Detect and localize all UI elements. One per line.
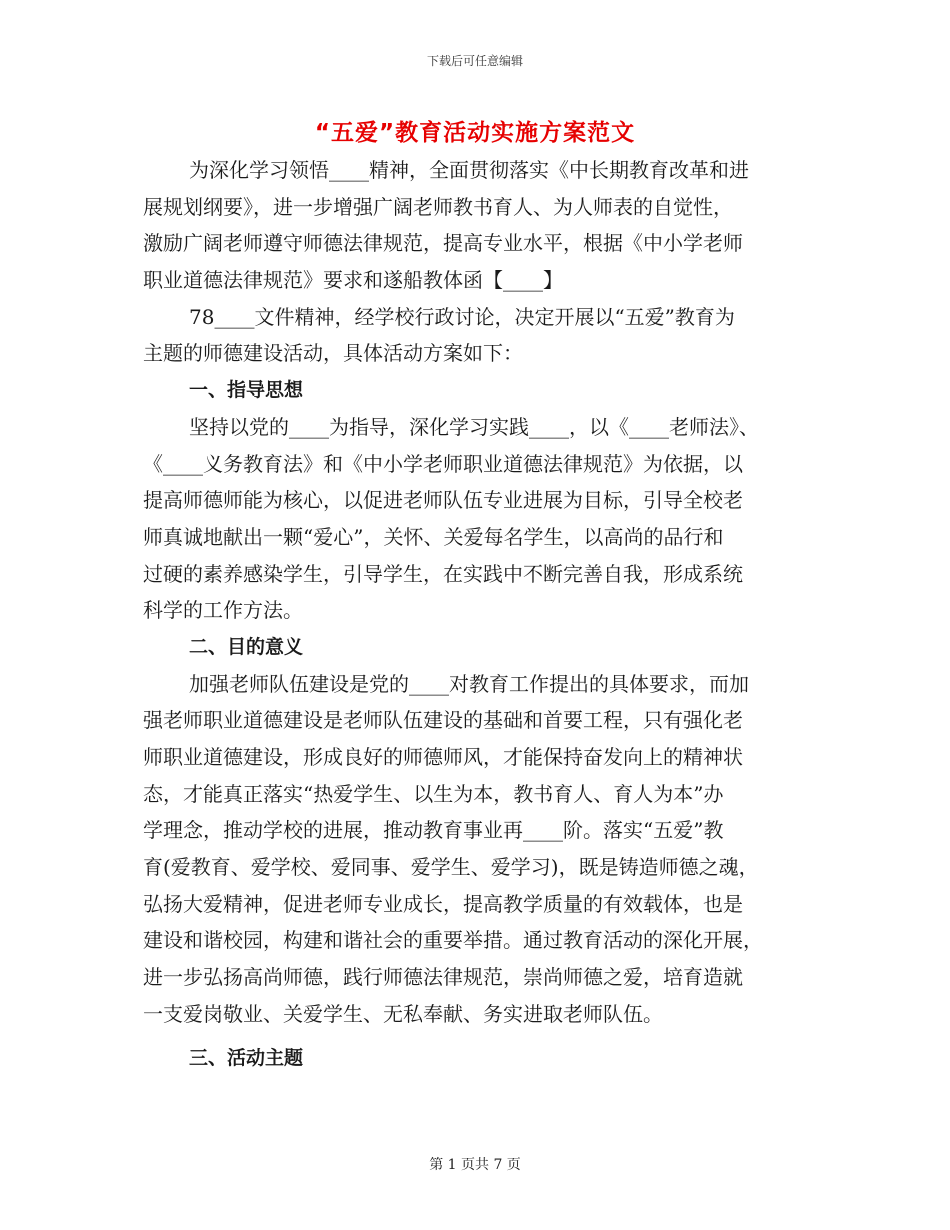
header-note: 下载后可任意编辑 — [426, 54, 523, 68]
section-heading: 二、目的意义 — [189, 635, 304, 658]
paragraph-line: 主题的师德建设活动，具体活动方案如下： — [143, 341, 523, 366]
paragraph-line: 展规划纲要》，进一步增强广阔老师教书育人、为人师表的自觉性， — [143, 194, 733, 219]
section-heading: 三、活动主题 — [189, 1046, 304, 1069]
paragraph-line: 学理念，推动学校的进展，推动教育事业再____阶。落实“五爱”教 — [143, 818, 724, 843]
paragraph-line: 提高师德师能为核心，以促进老师队伍专业进展为目标，引导全校老 — [143, 488, 743, 513]
paragraph-line: 激励广阔老师遵守师德法律规范，提高专业水平，根据《中小学老师 — [143, 231, 743, 256]
paragraph-line: 一支爱岗敬业、关爱学生、无私奉献、务实进取老师队伍。 — [143, 1001, 663, 1026]
paragraph-line: 育(爱教育、爱学校、爱同事、爱学生、爱学习)，既是铸造师德之魂， — [143, 855, 759, 880]
paragraph-line: 职业道德法律规范》要求和遂船教体函【____】 — [143, 268, 563, 293]
paragraph-line: 《____义务教育法》和《中小学老师职业道德法律规范》为依据，以 — [143, 451, 743, 476]
section-heading: 一、指导思想 — [189, 379, 304, 402]
paragraph-line: 师真诚地献出一颗“爱心”，关怀、关爱每名学生，以高尚的品行和 — [143, 524, 724, 549]
paragraph-line: 师职业道德建设，形成良好的师德师风，才能保持奋发向上的精神状 — [143, 745, 743, 769]
paragraph-line: 科学的工作方法。 — [143, 598, 303, 623]
paragraph-line: 强老师职业道德建设是老师队伍建设的基础和首要工程，只有强化老 — [143, 708, 743, 733]
paragraph-line: 78____文件精神，经学校行政讨论，决定开展以“五爱”教育为 — [189, 304, 735, 329]
document-title: “五爱”教育活动实施方案范文 — [314, 120, 636, 146]
paragraph-line: 进一步弘扬高尚师德，践行师德法律规范，崇尚师德之爱，培育造就 — [143, 965, 743, 990]
paragraph-line: 为深化学习领悟____精神，全面贯彻落实《中长期教育改革和进 — [189, 158, 749, 182]
document-body — [143, 152, 807, 1077]
paragraph-line: 加强老师队伍建设是党的____对教育工作提出的具体要求，而加 — [189, 671, 749, 696]
paragraph-line: 态，才能真正落实“热爱学生、以生为本，教书育人、育人为本”办 — [143, 781, 724, 806]
paragraph-line: 弘扬大爱精神，促进老师专业成长，提高教学质量的有效载体，也是 — [143, 891, 743, 916]
paragraph-line: 坚持以党的____为指导，深化学习实践____，以《____老师法》、 — [189, 414, 759, 439]
paragraph-line: 过硬的素养感染学生，引导学生，在实践中不断完善自我，形成系统 — [143, 561, 743, 586]
paragraph-line: 建设和谐校园，构建和谐社会的重要举措。通过教育活动的深化开展， — [143, 928, 763, 953]
page-number: 第 1 页共 7 页 — [429, 1157, 521, 1173]
